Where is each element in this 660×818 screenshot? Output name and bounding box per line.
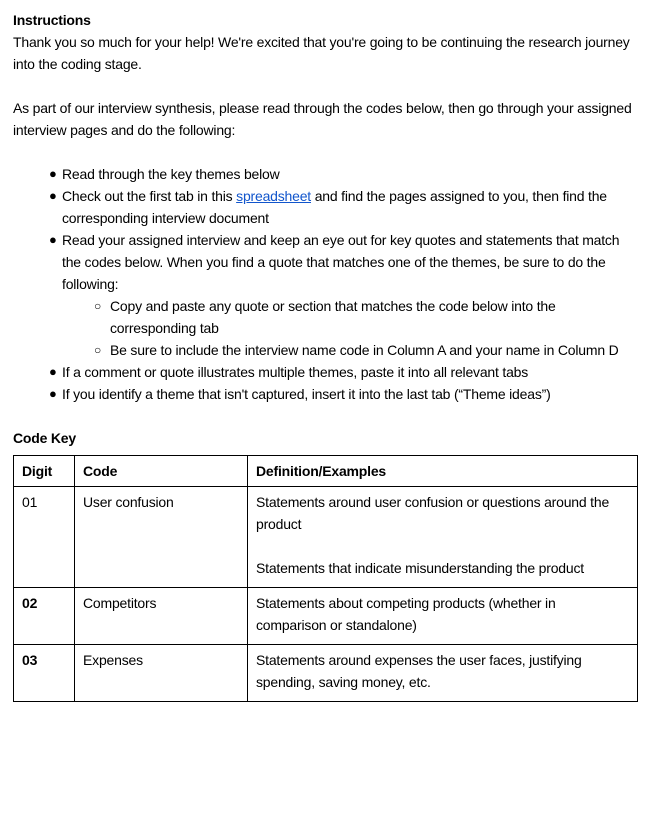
definition-paragraph: Statements that indicate misunderstanding the product [256,560,584,576]
digit-cell: 01 [14,487,75,588]
list-item [13,229,635,295]
bullet-icon: ● [49,232,57,247]
list-item-text-pre: Check out the first tab in this [62,188,237,204]
list-item-text: Copy and paste any quote or section that matches the code below into the corresponding tab [110,298,556,336]
digit-cell: 02 [14,588,75,645]
bullet-icon: ● [49,166,57,181]
circle-bullet-icon: ○ [94,299,102,313]
definition-paragraph: Statements around user confusion or questions around the product [256,494,610,532]
bullet-icon: ● [49,188,57,203]
list-item-text: Be sure to include the interview name code in Column A and your name in Column D [110,342,619,358]
list-item [13,361,635,383]
list-item-text-post: and find the pages assigned to you, then find the corresponding interview document [62,188,607,226]
column-header-definition: Definition/Examples [248,456,638,487]
definition-cell [248,487,638,588]
synthesis-paragraph: As part of our interview synthesis, please read through the codes below, then go through your assigned interview pages and do the following: [13,100,632,138]
code-key-heading: Code Key [13,430,76,446]
list-item [13,185,635,229]
column-header-digit: Digit [14,456,75,487]
table-header-row [14,456,638,487]
list-item-text: Read your assigned interview and keep an eye out for key quotes and statements that match the codes below. When you find a quote that matches one of the themes, be sure to do the following: [62,232,620,292]
spreadsheet-link[interactable]: spreadsheet [236,188,311,204]
list-item [13,383,635,405]
list-item-text: If a comment or quote illustrates multiple themes, paste it into all relevant tabs [62,364,529,380]
bullet-icon: ● [49,386,57,401]
code-cell: User confusion [75,487,248,588]
circle-bullet-icon: ○ [94,343,102,357]
list-item [13,163,635,185]
code-cell: Expenses [75,645,248,702]
bullet-icon: ● [49,364,57,379]
intro-paragraph: Thank you so much for your help! We're excited that you're going to be continuing the research journey into the coding stage. [13,34,630,72]
definition-paragraph: Statements around expenses the user faces, justifying spending, saving money, etc. [256,652,582,690]
instructions-heading: Instructions [13,12,91,28]
list-item-text: If you identify a theme that isn't captured, insert it into the last tab (“Theme ideas”) [62,386,551,402]
code-cell: Competitors [75,588,248,645]
digit-cell: 03 [14,645,75,702]
table-row [14,588,638,645]
code-key-table [13,455,638,702]
definition-cell [248,645,638,702]
column-header-code: Code [75,456,248,487]
instructions-bullet-list [13,163,635,405]
definition-cell [248,588,638,645]
definition-paragraph: Statements about competing products (whether in comparison or standalone) [256,595,556,633]
table-row [14,487,638,588]
list-item-text: Read through the key themes below [62,166,280,182]
table-row [14,645,638,702]
sub-list-item [13,339,635,361]
sub-list-item [13,295,635,339]
